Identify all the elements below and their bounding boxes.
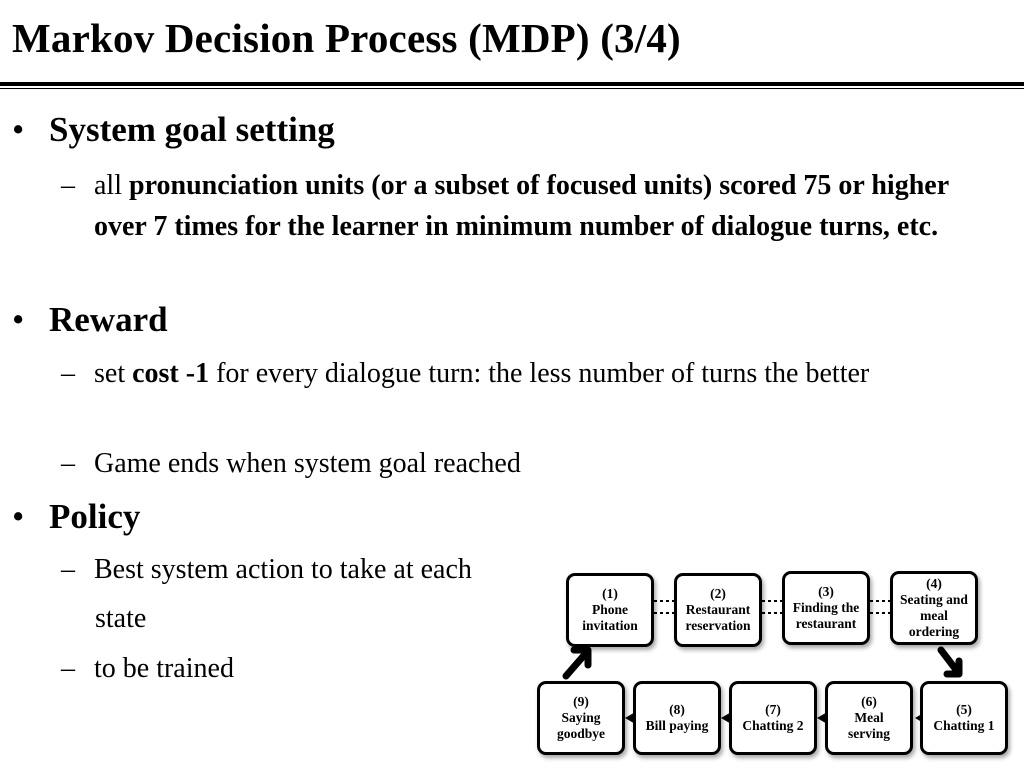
state-label-line: Saying <box>561 710 601 725</box>
state-number: (2) <box>710 586 726 601</box>
reward-post: for every dialogue turn: the less number of turns the better <box>209 358 870 389</box>
bullet-reward <box>12 300 168 340</box>
reward-pre: set <box>94 358 133 389</box>
state-box-8 <box>633 681 721 755</box>
policy-item-1-cont <box>95 598 146 639</box>
dash-glyph: – <box>61 358 75 389</box>
state-box-6 <box>825 681 913 755</box>
state-label-line: restaurant <box>795 616 857 631</box>
state-number: (8) <box>669 702 685 717</box>
state-label-line: reservation <box>685 618 751 633</box>
state-label-line: Seating and <box>900 592 968 607</box>
title-divider <box>0 82 1024 86</box>
policy-best-action: Best system action to take at each <box>94 554 472 585</box>
state-box-7 <box>729 681 817 755</box>
state-number: (4) <box>926 576 942 591</box>
arrow-9-1-head <box>574 650 588 665</box>
state-number: (1) <box>602 586 618 601</box>
state-box-9 <box>537 681 625 755</box>
arrow-4-5-shaft <box>941 650 957 671</box>
state-label-line: serving <box>848 726 890 741</box>
goal-lead: all <box>94 170 129 201</box>
policy-to-be-trained: to be trained <box>94 653 234 684</box>
state-label-line: Restaurant <box>685 602 751 617</box>
heading-reward: Reward <box>49 300 168 339</box>
goal-bold: pronunciation units (or a subset of focused units) scored 75 or higher over 7 times for the learner in minimum number of dialogue turns, etc. <box>94 170 949 242</box>
state-box-3 <box>782 571 870 645</box>
policy-item-2 <box>61 648 561 689</box>
arrow-9-1-shaft <box>566 653 586 676</box>
state-label-line: goodbye <box>556 726 605 741</box>
state-label-line: Chatting 1 <box>933 718 995 733</box>
state-label-line: Phone <box>591 602 628 617</box>
state-label-line: Bill paying <box>645 718 709 733</box>
dash-glyph: – <box>61 448 75 479</box>
state-box-2 <box>674 573 762 647</box>
slide-title: Markov Decision Process (MDP) (3/4) <box>12 15 681 61</box>
state-box-5 <box>920 681 1008 755</box>
dash-glyph: – <box>61 554 75 585</box>
reward-item-2 <box>61 443 976 484</box>
policy-state: state <box>95 603 147 634</box>
state-number: (6) <box>861 694 877 709</box>
reward-item-1 <box>61 353 976 394</box>
dash-glyph: – <box>61 170 75 201</box>
bullet-glyph: • <box>12 110 25 149</box>
arrow-4-5-head <box>947 661 959 674</box>
reward-cost: cost -1 <box>132 358 210 389</box>
state-number: (3) <box>818 584 834 599</box>
policy-item-1 <box>61 549 561 590</box>
state-label-line: Chatting 2 <box>742 718 804 733</box>
bullet-policy <box>12 497 140 537</box>
title-divider-thin <box>0 88 1024 89</box>
state-label-line: ordering <box>908 624 960 639</box>
heading-system-goal: System goal setting <box>49 110 335 149</box>
state-label-line: Finding the <box>792 600 860 615</box>
state-box-1 <box>566 573 654 647</box>
state-number: (5) <box>956 702 972 717</box>
reward-game-ends: Game ends when system goal reached <box>94 448 521 479</box>
goal-item <box>61 165 1001 247</box>
bullet-system-goal <box>12 110 335 150</box>
heading-policy: Policy <box>49 497 141 536</box>
state-box-4 <box>890 571 978 645</box>
state-number: (9) <box>573 694 589 709</box>
bullet-glyph: • <box>12 300 25 339</box>
dash-glyph: – <box>61 653 75 684</box>
state-label-line: meal <box>920 608 948 623</box>
bullet-glyph: • <box>12 497 25 536</box>
state-number: (7) <box>765 702 781 717</box>
state-label-line: Meal <box>854 710 884 725</box>
state-label-line: invitation <box>582 618 638 633</box>
